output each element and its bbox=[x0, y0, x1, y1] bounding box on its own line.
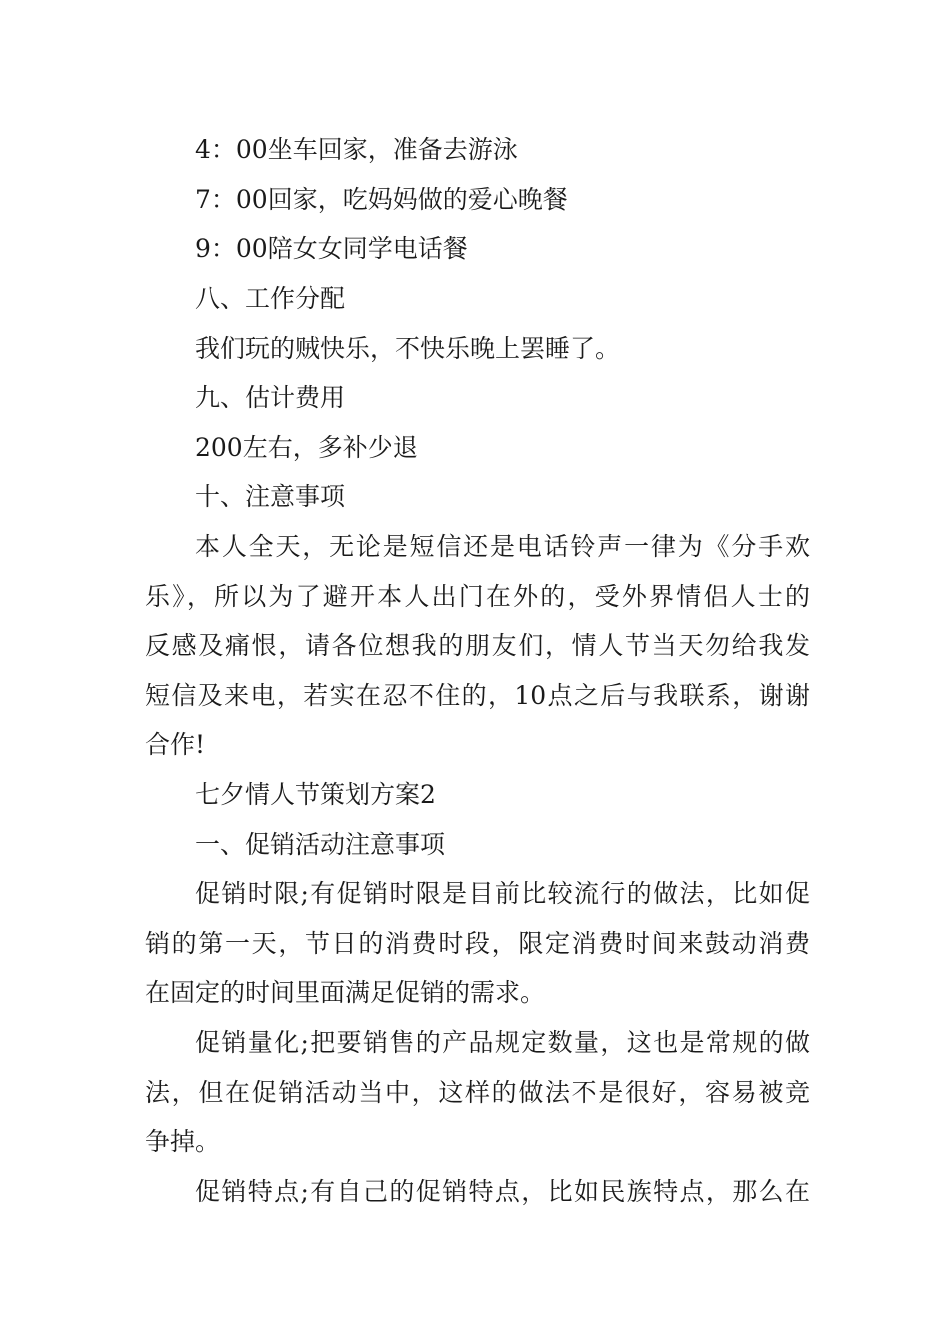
paragraph-promotion-time-limit-line: 促销时限;有促销时限是目前比较流行的做法，比如促 bbox=[195, 879, 810, 908]
paragraph-notes-line: 反感及痛恨，请各位想我的朋友们，情人节当天勿给我发 bbox=[145, 631, 810, 660]
section-heading-estimated-cost: 九、估计费用 bbox=[195, 383, 346, 412]
paragraph-promotion-feature-line: 促销特点;有自己的促销特点，比如民族特点，那么在 bbox=[195, 1177, 810, 1206]
paragraph-promotion-time-limit-line: 在固定的时间里面满足促销的需求。 bbox=[145, 978, 546, 1007]
paragraph-notes-line: 乐》，所以为了避开本人出门在外的，受外界情侣人士的 bbox=[145, 582, 810, 611]
schedule-line-7pm: 7：00回家，吃妈妈做的爱心晚餐 bbox=[195, 185, 568, 214]
paragraph-promotion-quantity-line: 争掉。 bbox=[145, 1127, 221, 1156]
schedule-line-9pm: 9：00陪女女同学电话餐 bbox=[195, 234, 468, 263]
paragraph-work-assignment: 我们玩的贼快乐，不快乐晚上罢睡了。 bbox=[195, 334, 621, 363]
paragraph-promotion-quantity-line: 法，但在促销活动当中，这样的做法不是很好，容易被竞 bbox=[145, 1078, 810, 1107]
paragraph-promotion-quantity-line: 促销量化;把要销售的产品规定数量，这也是常规的做 bbox=[195, 1028, 810, 1057]
paragraph-estimated-cost: 200左右，多补少退 bbox=[195, 433, 418, 462]
paragraph-notes-line: 合作! bbox=[145, 730, 206, 759]
section-heading-work-assignment: 八、工作分配 bbox=[195, 284, 346, 313]
section-heading-promotion-notes: 一、促销活动注意事项 bbox=[195, 830, 446, 859]
schedule-line-4pm: 4：00坐车回家，准备去游泳 bbox=[195, 135, 518, 164]
plan-title-2: 七夕情人节策划方案2 bbox=[195, 780, 436, 809]
paragraph-notes-line: 短信及来电，若实在忍不住的，10点之后与我联系，谢谢 bbox=[145, 681, 810, 710]
paragraph-promotion-time-limit-line: 销的第一天，节日的消费时段，限定消费时间来鼓动消费 bbox=[145, 929, 810, 958]
section-heading-notes: 十、注意事项 bbox=[195, 482, 346, 511]
paragraph-notes-line: 本人全天，无论是短信还是电话铃声一律为《分手欢 bbox=[195, 532, 810, 561]
